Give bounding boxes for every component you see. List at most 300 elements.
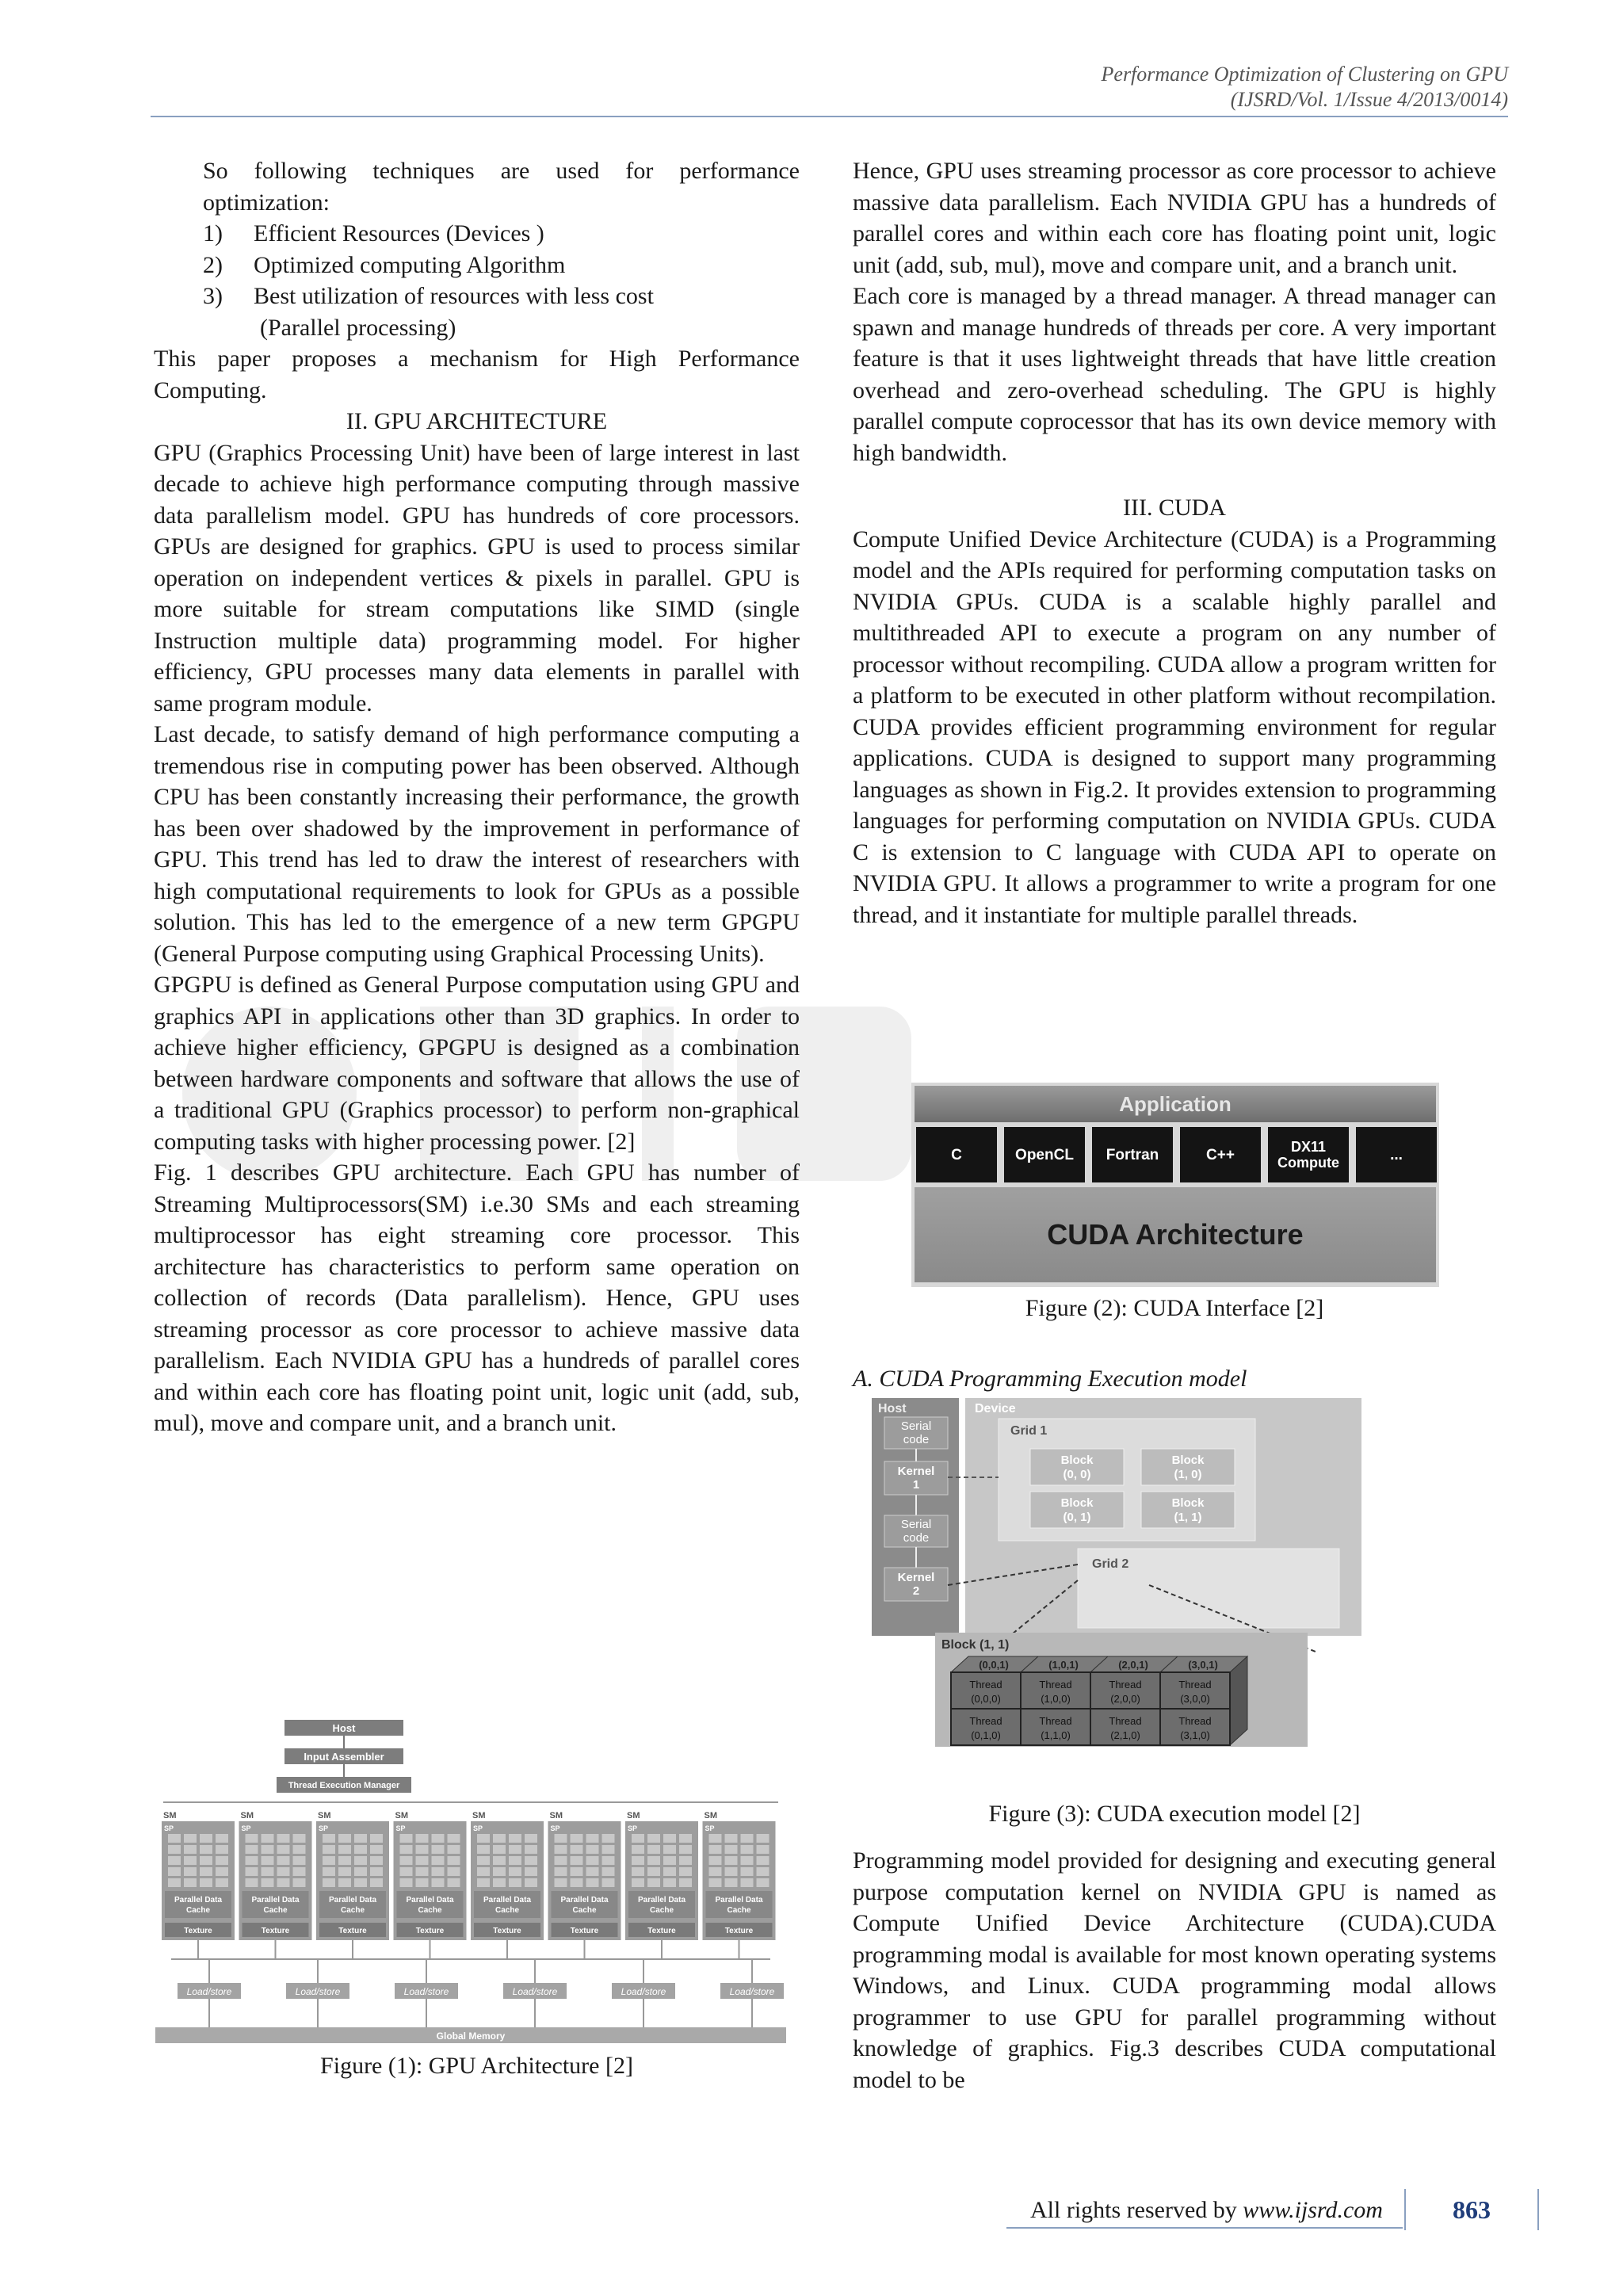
core-cell [725,1867,738,1876]
core-cell [354,1878,367,1887]
core-cell [262,1878,274,1887]
cache-label: Cache [263,1906,288,1915]
block-index: (0, 1) [1063,1511,1091,1524]
serial-code-label: Serial [900,1419,932,1433]
language-label: C [951,1147,962,1163]
core-cell [493,1856,506,1865]
core-cell [262,1845,274,1854]
host-label: Host [332,1722,356,1734]
core-cell [400,1867,413,1876]
core-cell [509,1867,521,1876]
core-cell [709,1856,722,1865]
core-cell [370,1856,383,1865]
kernel1-label: Kernel [897,1465,935,1478]
core-cell [184,1845,197,1854]
core-cell [571,1867,583,1876]
streaming-multiprocessor [162,1811,235,1959]
core-cell [602,1878,615,1887]
cache-label: Cache [185,1906,211,1915]
core-cell [663,1878,676,1887]
core-cell [246,1845,258,1854]
sp-label: SP [164,1824,174,1832]
thread-label: Thread [1178,1679,1212,1690]
cache-label: Parallel Data [560,1896,609,1904]
core-cell [400,1834,413,1843]
core-cell [725,1878,738,1887]
core-cell [525,1845,537,1854]
core-cell [293,1834,306,1843]
core-cell [477,1834,490,1843]
block-label: Block [1171,1454,1205,1467]
core-cell [757,1856,769,1865]
thread-index: (2,0,0) [1110,1693,1140,1705]
subsection-heading-a: A. CUDA Programming Execution model [853,1366,1247,1392]
left-column [154,155,800,1439]
language-label: C++ [1206,1147,1235,1163]
core-cell [741,1845,754,1854]
core-cell [354,1867,367,1876]
core-cell [293,1878,306,1887]
page-number: 863 [1404,2189,1539,2230]
core-cell [323,1845,335,1854]
core-cell [200,1878,212,1887]
section-heading-cuda: III. CUDA [1123,495,1226,521]
core-cell [370,1867,383,1876]
list-text: Best utilization of resources with less cost [254,283,654,309]
input-assembler-label: Input Assembler [304,1751,384,1763]
grid1-label: Grid 1 [1010,1424,1048,1438]
core-cell [323,1878,335,1887]
list-number: 1) [203,220,223,246]
sp-label: SP [395,1824,406,1832]
core-cell [725,1834,738,1843]
thread-index: (1,1,0) [1041,1729,1071,1741]
core-cell [586,1845,599,1854]
core-cell [632,1878,644,1887]
core-cell [354,1834,367,1843]
block-label: Block [1060,1496,1094,1510]
core-cell [663,1845,676,1854]
streaming-multiprocessor [316,1811,389,1959]
thread-label: Thread [1039,1715,1072,1727]
core-cell [432,1878,445,1887]
load-store-label: Load/store [512,1986,558,1997]
core-cell [200,1867,212,1876]
core-cell [400,1856,413,1865]
core-cell [602,1856,615,1865]
thread-label: Thread [969,1679,1002,1690]
sm-label: SM [163,1811,177,1820]
right-column-continued [853,1845,1496,2095]
texture-label: Texture [647,1927,676,1935]
figure2-caption: Figure (2): CUDA Interface [2] [1025,1295,1324,1321]
core-cell [555,1878,567,1887]
grid2-label: Grid 2 [1092,1557,1129,1571]
core-cell [757,1867,769,1876]
thread-index: (1,0,0) [1041,1693,1071,1705]
section-heading-gpu-architecture: II. GPU ARCHITECTURE [346,408,608,434]
cache-label: Parallel Data [483,1896,532,1904]
depth-label: (2,0,1) [1118,1659,1148,1671]
core-cell [679,1878,692,1887]
cache-label: Parallel Data [715,1896,763,1904]
list-number: 3) [203,283,223,309]
core-cell [555,1834,567,1843]
cache-label: Cache [418,1906,442,1915]
core-cell [184,1834,197,1843]
core-cell [448,1856,460,1865]
texture-label: Texture [261,1927,290,1935]
load-store-label: Load/store [295,1986,341,1997]
kernel2-label: 2 [912,1584,920,1598]
list-number: 2) [203,251,223,278]
core-cell [525,1867,537,1876]
sp-label: SP [319,1824,329,1832]
core-cell [632,1845,644,1854]
core-cell [184,1878,197,1887]
thread-label: Thread [1178,1715,1212,1727]
host-label: Host [878,1402,907,1415]
paragraph: GPGPU is defined as General Purpose computation using GPU and graphics API in applications other than 3D graphics. In order to achieve higher efficiency, GPGPU is designed as a combination between hardware components and software that allows the use of a traditional GPU (Graphics processor) to perform non-graphical computing tasks with higher processing power. [2] [154,972,800,1155]
texture-label: Texture [184,1927,212,1935]
core-cell [246,1867,258,1876]
core-cell [432,1845,445,1854]
sp-label: SP [628,1824,638,1832]
block-index: (0, 0) [1063,1468,1091,1481]
core-cell [277,1867,290,1876]
core-cell [679,1845,692,1854]
core-cell [493,1845,506,1854]
core-cell [525,1878,537,1887]
core-cell [586,1867,599,1876]
global-memory-label: Global Memory [436,2030,506,2042]
core-cell [632,1834,644,1843]
language-label: ... [1390,1147,1403,1163]
thread-side-face [1230,1656,1247,1745]
core-cell [741,1867,754,1876]
core-cell [679,1834,692,1843]
core-cell [679,1856,692,1865]
core-cell [493,1878,506,1887]
kernel2-label: Kernel [897,1571,935,1584]
cache-label: Parallel Data [174,1896,223,1904]
list-text: Optimized computing Algorithm [254,251,566,278]
cuda-architecture-label: CUDA Architecture [1047,1218,1304,1251]
texture-label: Texture [493,1927,521,1935]
header-title: Performance Optimization of Clustering on GPU [1101,63,1508,86]
sm-label: SM [704,1811,717,1820]
cache-label: Parallel Data [251,1896,300,1904]
core-cell [571,1856,583,1865]
core-cell [725,1856,738,1865]
core-cell [741,1878,754,1887]
load-store-label: Load/store [729,1986,775,1997]
core-cell [509,1856,521,1865]
core-cell [168,1856,181,1865]
core-cell [338,1856,351,1865]
core-cell [741,1856,754,1865]
thread-index: (0,1,0) [971,1729,1001,1741]
block-label: Block [1171,1496,1205,1510]
core-cell [262,1834,274,1843]
core-cell [725,1845,738,1854]
cache-label: Cache [340,1906,365,1915]
paragraph: GPU (Graphics Processing Unit) have been of large interest in last decade to achieve high performance computing through massive data parallelism model. GPU has hundreds of core processors. GPUs are designed for graphics. GPU is used to process similar operation on independent vertices & pixels in parallel. GPU is more suitable for stream computations like SIMD (single Instruction multiple data) programming model. For higher efficiency, GPU processes many data elements in parallel with same program module. [154,439,800,716]
core-cell [246,1856,258,1865]
application-label: Application [1119,1092,1232,1116]
streaming-multiprocessor [548,1811,621,1959]
cache-label: Cache [495,1906,520,1915]
cache-label: Cache [727,1906,751,1915]
paragraph: This paper proposes a mechanism for High Performance Computing. [154,346,800,403]
core-cell [632,1867,644,1876]
list-item [154,218,800,250]
core-cell [293,1845,306,1854]
block-index: (1, 0) [1174,1468,1202,1481]
footer-rights-text: All rights reserved by [1030,2197,1237,2223]
core-cell [477,1878,490,1887]
core-cell [168,1867,181,1876]
cache-label: Parallel Data [637,1896,686,1904]
block-index: (1, 1) [1174,1511,1202,1524]
core-cell [184,1856,197,1865]
core-cell [647,1856,660,1865]
core-cell [216,1867,228,1876]
core-cell [493,1867,506,1876]
cache-label: Cache [572,1906,597,1915]
core-cell [663,1834,676,1843]
core-cell [509,1845,521,1854]
core-cell [293,1856,306,1865]
list-text: Efficient Resources (Devices ) [254,220,544,246]
language-label: Compute [1277,1155,1339,1171]
core-cell [757,1878,769,1887]
core-cell [509,1878,521,1887]
core-cell [323,1856,335,1865]
core-cell [216,1834,228,1843]
core-cell [555,1856,567,1865]
sp-label: SP [550,1824,560,1832]
core-cell [338,1867,351,1876]
core-cell [338,1834,351,1843]
cache-label: Parallel Data [328,1896,377,1904]
core-cell [168,1878,181,1887]
core-cell [370,1845,383,1854]
figure3-caption: Figure (3): CUDA execution model [2] [988,1801,1361,1827]
running-header [1102,62,1508,113]
thread-label: Thread [1039,1679,1072,1690]
core-cell [432,1867,445,1876]
depth-label: (0,0,1) [979,1659,1009,1671]
sm-label: SM [472,1811,486,1820]
core-cell [709,1834,722,1843]
core-cell [602,1834,615,1843]
thread-index: (0,0,0) [971,1693,1001,1705]
paragraph: Hence, GPU uses streaming processor as core processor to achieve massive data parallelism. Each NVIDIA GPU has a hundreds of parallel cores and within each core has floating point unit, logic unit (add, sub, mul), move and compare unit, and a branch unit. [853,158,1496,278]
paragraph: Fig. 1 describes GPU architecture. Each GPU has number of Streaming Multiprocessors(SM) i.e.30 SMs and each streaming multiprocessor has eight streaming core processor. This architecture has characteristics to perform same operation on collection of records (Data parallelism). Hence, GPU uses streaming processor as core processor to achieve massive data parallelism. Each NVIDIA GPU has a hundreds of parallel cores and within each core has floating point unit, logic unit (add, sub, mul), move and compare unit, and a branch unit. [154,1159,800,1436]
sp-label: SP [473,1824,483,1832]
core-cell [509,1834,521,1843]
core-cell [448,1834,460,1843]
core-cell [184,1867,197,1876]
core-cell [200,1856,212,1865]
techniques-intro: So following techniques are used for performance optimization: [203,158,800,216]
core-cell [448,1878,460,1887]
core-cell [216,1878,228,1887]
paragraph: Programming model provided for designing and executing general purpose computation kernel on NVIDIA GPU is named as Compute Unified Device Architecture (CUDA).CUDA programming modal is available for most known operating systems Windows, and Linux. CUDA programming modal allows programmer to use GPU for parallel programming without knowledge of graphics. Fig.3 describes CUDA computational model to be [853,1847,1496,2093]
language-label: DX11 [1290,1139,1327,1155]
core-cell [448,1867,460,1876]
sm-label: SM [240,1811,254,1820]
core-cell [525,1856,537,1865]
core-cell [555,1845,567,1854]
texture-label: Texture [338,1927,367,1935]
core-cell [647,1834,660,1843]
core-cell [432,1856,445,1865]
cache-label: Parallel Data [406,1896,454,1904]
language-label: OpenCL [1015,1147,1074,1163]
list-item [154,281,800,312]
core-cell [277,1834,290,1843]
serial-code-label: code [903,1433,930,1446]
core-cell [586,1834,599,1843]
core-cell [200,1845,212,1854]
core-cell [493,1834,506,1843]
streaming-multiprocessor [625,1811,698,1959]
thread-index: (3,1,0) [1180,1729,1210,1741]
core-cell [400,1878,413,1887]
core-cell [586,1856,599,1865]
thread-manager-label: Thread Execution Manager [288,1781,400,1790]
block-label: Block [1060,1454,1094,1467]
sm-label: SM [395,1811,408,1820]
core-cell [168,1845,181,1854]
sp-label: SP [241,1824,251,1832]
core-cell [354,1845,367,1854]
core-cell [216,1856,228,1865]
depth-label: (3,0,1) [1188,1659,1218,1671]
streaming-multiprocessor [703,1811,776,1959]
footer-site-link[interactable]: www.ijsrd.com [1243,2197,1383,2223]
core-cell [262,1856,274,1865]
core-cell [709,1845,722,1854]
footer-rights [1030,2197,1383,2224]
core-cell [602,1845,615,1854]
core-cell [586,1878,599,1887]
kernel1-label: 1 [912,1478,920,1492]
figure-cuda-execution-model [872,1398,1363,1747]
thread-index: (2,1,0) [1110,1729,1140,1741]
thread-label: Thread [969,1715,1002,1727]
core-cell [168,1834,181,1843]
paragraph: Last decade, to satisfy demand of high performance computing a tremendous rise in computing power has been observed. Although CPU has been constantly increasing their performance, the growth has been over shadowed by the improvement in performance of GPU. This trend has led to draw the interest of researchers with high computational requirements to look for GPUs as a possible solution. This has led to the emergence of a new term GPGPU (General Purpose computing using Graphical Processing Units). [154,721,800,967]
core-cell [262,1867,274,1876]
core-cell [432,1834,445,1843]
core-cell [477,1845,490,1854]
language-label: Fortran [1106,1147,1159,1163]
header-citation: (IJSRD/Vol. 1/Issue 4/2013/0014) [1230,88,1508,111]
header-rule [151,116,1508,117]
core-cell [338,1878,351,1887]
core-cell [416,1856,429,1865]
core-cell [416,1834,429,1843]
core-cell [663,1867,676,1876]
sm-label: SM [627,1811,640,1820]
core-cell [246,1834,258,1843]
streaming-multiprocessor [394,1811,467,1959]
core-cell [216,1845,228,1854]
core-cell [647,1878,660,1887]
core-cell [354,1856,367,1865]
sm-label: SM [549,1811,563,1820]
core-cell [416,1867,429,1876]
cache-label: Cache [649,1906,674,1915]
core-cell [400,1845,413,1854]
core-cell [632,1856,644,1865]
core-cell [246,1878,258,1887]
core-cell [571,1878,583,1887]
core-cell [338,1845,351,1854]
core-cell [477,1867,490,1876]
core-cell [448,1845,460,1854]
right-column [853,155,1496,930]
core-cell [571,1834,583,1843]
core-cell [277,1856,290,1865]
core-cell [416,1878,429,1887]
core-cell [709,1867,722,1876]
sm-label: SM [318,1811,331,1820]
core-cell [602,1867,615,1876]
load-store-label: Load/store [186,1986,232,1997]
core-cell [647,1845,660,1854]
streaming-multiprocessor [239,1811,312,1959]
sp-label: SP [705,1824,715,1832]
core-cell [525,1834,537,1843]
load-store-label: Load/store [621,1986,666,1997]
core-cell [647,1867,660,1876]
core-cell [200,1834,212,1843]
core-cell [277,1878,290,1887]
core-cell [757,1834,769,1843]
thread-label: Thread [1109,1679,1142,1690]
list-continuation: (Parallel processing) [260,314,456,341]
core-cell [709,1878,722,1887]
core-cell [663,1856,676,1865]
core-cell [277,1845,290,1854]
figure-gpu-architecture [155,1713,786,2046]
list-item [154,250,800,281]
core-cell [293,1867,306,1876]
texture-label: Texture [724,1927,754,1935]
core-cell [323,1867,335,1876]
core-cell [416,1845,429,1854]
core-cell [571,1845,583,1854]
thread-label: Thread [1109,1715,1142,1727]
core-cell [370,1834,383,1843]
footer-rule [1006,2227,1403,2229]
block-detail-label: Block (1, 1) [941,1638,1010,1652]
texture-label: Texture [415,1927,445,1935]
serial-code-label: Serial [900,1518,932,1531]
figure-cuda-interface [911,1083,1439,1287]
texture-label: Texture [570,1927,599,1935]
core-cell [741,1834,754,1843]
streaming-multiprocessor [471,1811,544,1959]
depth-label: (1,0,1) [1048,1659,1079,1671]
thread-index: (3,0,0) [1180,1693,1210,1705]
core-cell [555,1867,567,1876]
paragraph: Each core is managed by a thread manager. A thread manager can spawn and manage hundreds of threads per core. A very important feature is that it uses lightweight threads that have little creation overhead and zero-overhead scheduling. The GPU is highly parallel compute coprocessor that has its own device memory with high bandwidth. [853,283,1496,466]
